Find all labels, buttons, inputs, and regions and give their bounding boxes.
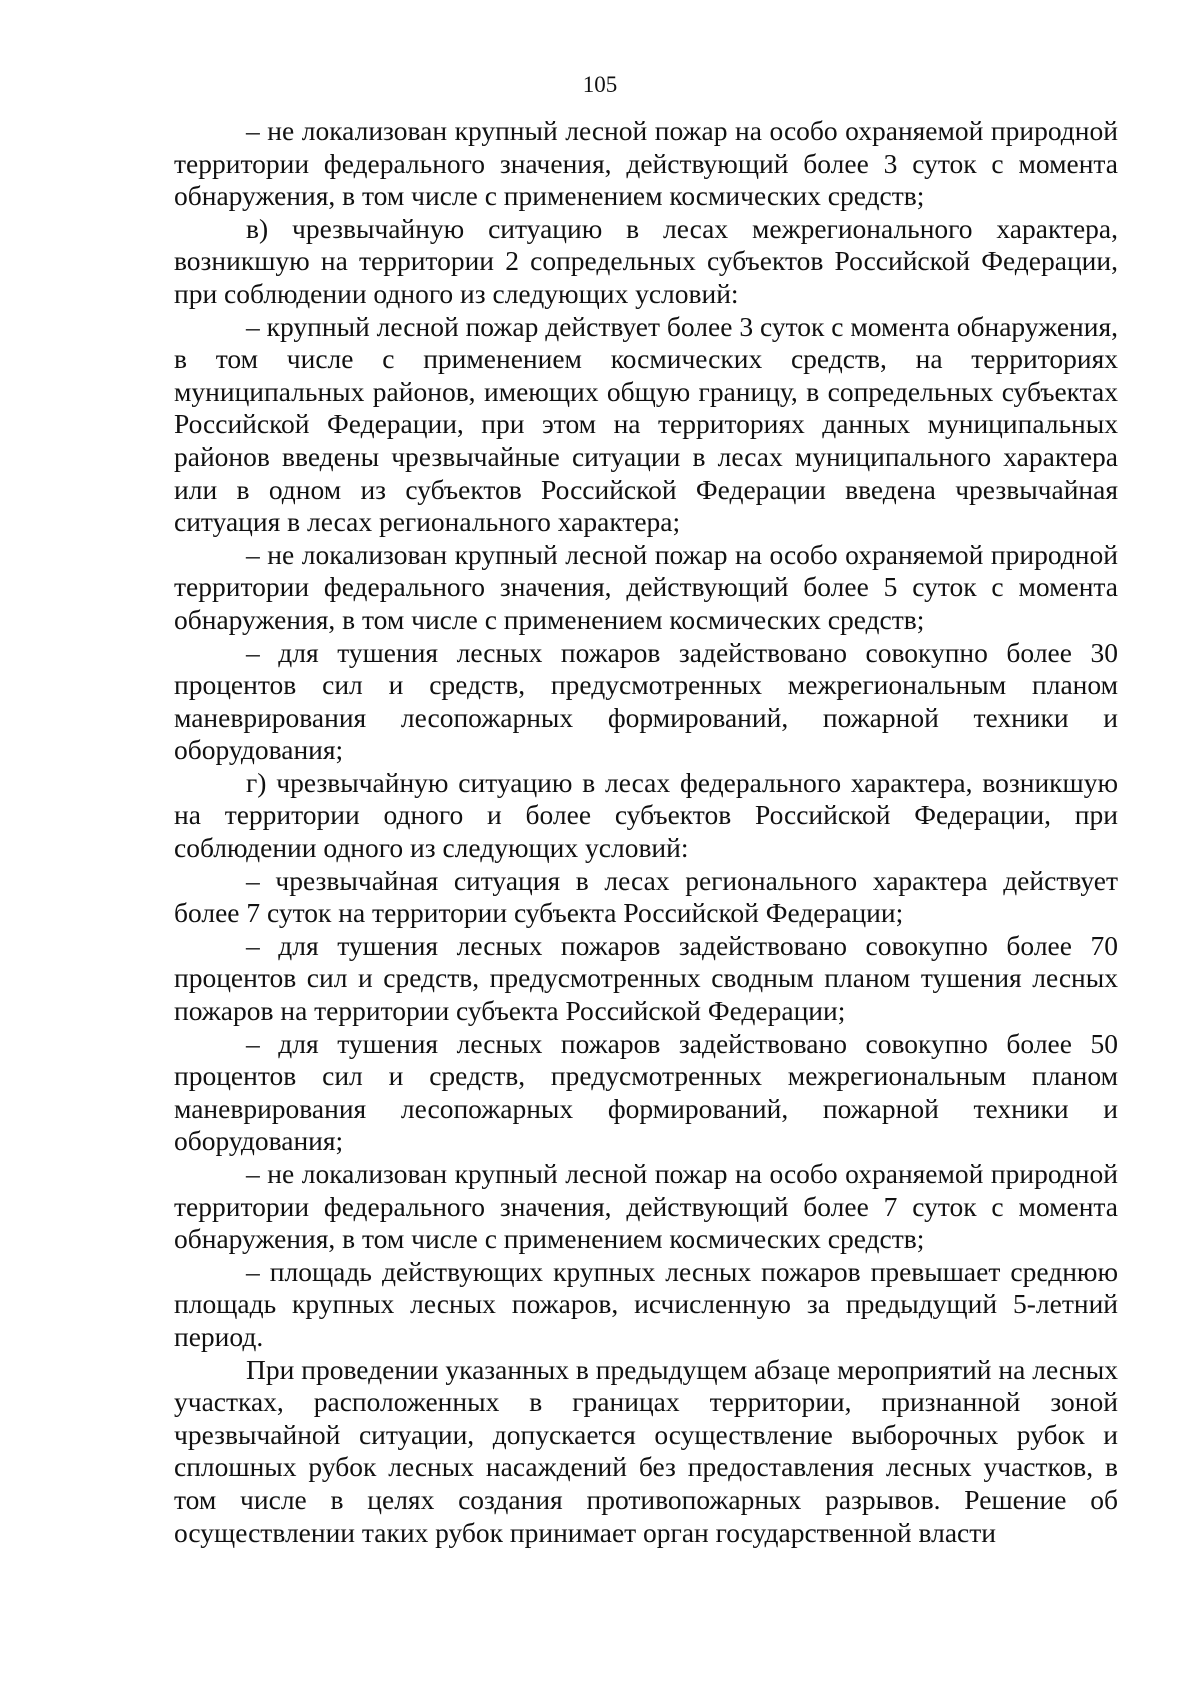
- paragraph-dash-item: – площадь действующих крупных лесных пожаров превышает среднюю площадь крупных лесных пожаров, исчисленную за предыдущий 5-летний период.: [174, 1255, 1118, 1352]
- paragraph-item-v: в) чрезвычайную ситуацию в лесах межрегионального характера, возникшую на территории 2 сопредельных субъектов Российской Федерации, при соблюдении одного из следующих условий:: [174, 212, 1118, 309]
- paragraph-dash-item: – для тушения лесных пожаров задействовано совокупно более 70 процентов сил и средств, предусмотренных сводным планом тушения лесных пожаров на территории субъекта Российской Федерации;: [174, 929, 1118, 1027]
- paragraph-dash-item: – для тушения лесных пожаров задействовано совокупно более 30 процентов сил и средств, предусмотренных межрегиональным планом маневрирования лесопожарных формирований, пожарной техники и оборудования;: [174, 636, 1118, 766]
- paragraph-item-g: г) чрезвычайную ситуацию в лесах федерального характера, возникшую на территории одного и более субъектов Российской Федерации, при соблюдении одного из следующих условий:: [174, 766, 1118, 864]
- paragraph-dash-item: – не локализован крупный лесной пожар на особо охраняемой природной территории федерального значения, действующий более 5 суток с момента обнаружения, в том числе с применением космических средств;: [174, 538, 1118, 635]
- paragraph-dash-item: – не локализован крупный лесной пожар на особо охраняемой природной территории федерального значения, действующий более 3 суток с момента обнаружения, в том числе с применением космических средств;: [174, 115, 1118, 212]
- paragraph-dash-item: – не локализован крупный лесной пожар на особо охраняемой природной территории федерального значения, действующий более 7 суток с момента обнаружения, в том числе с применением космических средств;: [174, 1158, 1118, 1255]
- paragraph-dash-item: – для тушения лесных пожаров задействовано совокупно более 50 процентов сил и средств, предусмотренных межрегиональным планом маневрирования лесопожарных формирований, пожарной техники и оборудования;: [174, 1027, 1118, 1157]
- page-number: 105: [582, 72, 618, 97]
- paragraph-dash-item: – крупный лесной пожар действует более 3 суток с момента обнаружения, в том числе с применением космических средств, на территориях муниципальных районов, имеющих общую границу, в сопредельных субъектах Российской Федерации, при этом на территориях данных муниципальных районов введены чрезвычайные ситуации в лесах муниципального характера или в одном из субъектов Российской Федерации введена чрезвычайная ситуация в лесах регионального характера;: [174, 310, 1118, 538]
- paragraph-body: При проведении указанных в предыдущем абзаце мероприятий на лесных участках, расположенных в границах территории, признанной зоной чрезвычайной ситуации, допускается осуществление выборочных рубок и сплошных рубок лесных насаждений без предоставления лесных участков, в том числе в целях создания противопожарных разрывов. Решение об осуществлении таких рубок принимает орган государственной власти: [174, 1353, 1118, 1548]
- document-body: [174, 115, 1118, 1549]
- paragraph-dash-item: – чрезвычайная ситуация в лесах регионального характера действует более 7 суток на территории субъекта Российской Федерации;: [174, 864, 1118, 929]
